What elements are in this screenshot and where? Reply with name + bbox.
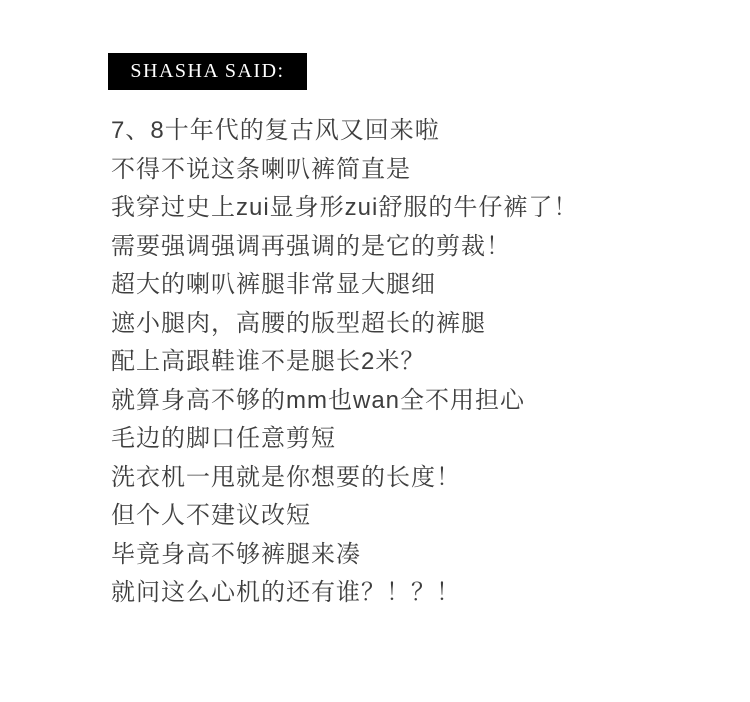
text-line: 7、8十年代的复古风又回来啦 xyxy=(111,117,440,144)
text-line: 需要强调强调再强调的是它的剪裁！ xyxy=(111,232,511,260)
text-line: 不得不说这条喇叭裤简直是 xyxy=(111,155,411,183)
text-line: 毛边的脚口任意剪短 xyxy=(111,425,336,452)
description-text-block xyxy=(111,112,671,613)
author-badge xyxy=(108,53,307,90)
text-line: 洗衣机一甩就是你想要的长度！ xyxy=(111,463,461,491)
text-line: 但个人不建议改短 xyxy=(111,502,311,529)
text-line: 超大的喇叭裤腿非常显大腿细 xyxy=(111,271,436,298)
text-line: 就算身高不够的mm也wan全不用担心 xyxy=(111,386,526,414)
text-line: 遮小腿肉，高腰的版型超长的裤腿 xyxy=(111,309,486,337)
author-badge-label: SHASHA SAID: xyxy=(130,60,285,82)
text-line: 就问这么心机的还有谁？！？！ xyxy=(111,579,461,606)
text-line: 毕竟身高不够裤腿来凑 xyxy=(111,540,361,568)
text-line: 配上高跟鞋谁不是腿长2米？ xyxy=(111,348,426,375)
text-line: 我穿过史上zui显身形zui舒服的牛仔裤了！ xyxy=(111,194,579,221)
